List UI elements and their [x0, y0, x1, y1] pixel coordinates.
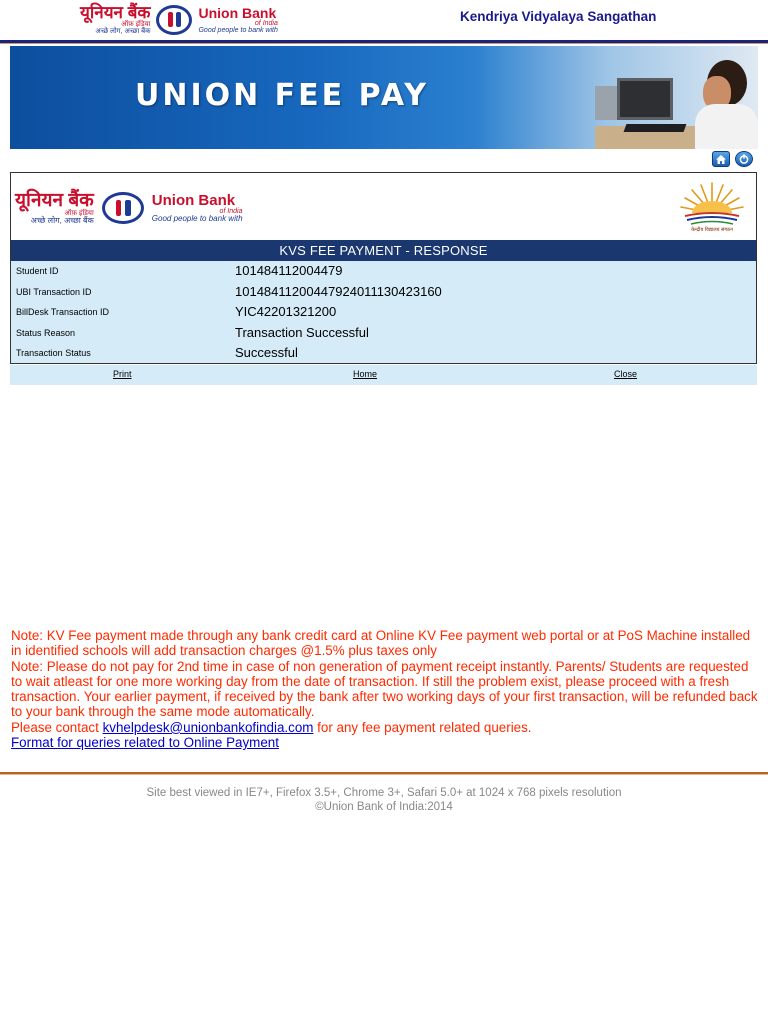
helpdesk-email-link[interactable]: kvhelpdesk@unionbankofindia.com	[102, 719, 314, 735]
notes-section	[11, 628, 761, 750]
format-line	[11, 735, 761, 750]
table-row	[11, 302, 756, 322]
note-credit-card-charges: Note: KV Fee payment made through any bank credit card at Online KV Fee payment web portal or at PoS Machine installed in identified schools will add transaction charges @1.5% plus taxes only	[11, 628, 751, 659]
contact-line	[11, 720, 761, 735]
home-link[interactable]: Home	[353, 369, 378, 379]
banner-photo	[595, 46, 758, 149]
monitor-graphic	[617, 78, 673, 120]
panel-logo-english-sub: of India	[219, 208, 243, 215]
panel-logo-strip	[11, 173, 756, 240]
logo-tagline: Good people to bank with	[198, 26, 278, 34]
table-row	[11, 282, 756, 302]
row-label: Transaction Status	[16, 348, 91, 358]
union-bank-mark-icon	[156, 5, 192, 35]
logo-hindi-tagline: अच्छे लोग, अच्छा बैंक	[95, 28, 151, 35]
table-row	[11, 343, 756, 363]
panel-logo-tagline: Good people to bank with	[151, 214, 243, 223]
panel-logo-hindi-name: यूनियन बैंक	[15, 190, 94, 211]
close-link[interactable]: Close	[614, 369, 638, 379]
row-label: Student ID	[16, 266, 59, 276]
payment-response-panel	[10, 172, 757, 364]
union-fee-pay-banner	[10, 46, 758, 149]
child-body-graphic	[695, 104, 758, 149]
union-bank-logo	[80, 4, 278, 35]
contact-prefix: Please contact	[11, 719, 103, 735]
row-value: Successful	[235, 345, 298, 360]
row-value: 10148411200447924011130423160	[235, 284, 442, 299]
logo-hindi-sub: ऑफ़ इंडिया	[121, 21, 151, 28]
row-value: YIC42201321200	[235, 304, 337, 319]
footer-divider-accent	[0, 774, 768, 775]
copyright: ©Union Bank of India:2014	[315, 801, 453, 813]
header-divider-accent	[0, 43, 768, 44]
panel-logo-english-name: Union Bank	[151, 192, 236, 209]
note-duplicate-payment: Note: Please do not pay for 2nd time in case of non generation of payment receipt instantly. Parents/ Students are requested to wait atleast for one more working day from the date of transaction. If still the problem exist, please proceed with a fresh transaction. Your earlier payment, if received by the bank after two working days of your first transaction, will be refunded back to your bank through the same mode automatically.	[11, 658, 758, 720]
logo-english-sub: of India	[254, 19, 278, 27]
kvs-sun-icon	[677, 179, 747, 227]
row-label: BillDesk Transaction ID	[16, 307, 110, 317]
logo-hindi-name: यूनियन बैंक	[80, 3, 151, 22]
row-label: UBI Transaction ID	[16, 287, 92, 297]
row-value: Transaction Successful	[235, 325, 369, 340]
table-row	[11, 261, 756, 281]
row-value: 101484112004479	[235, 263, 343, 278]
kvs-caption: केन्द्रीय विद्यालय संगठन	[691, 227, 733, 233]
panel-title: KVS FEE PAYMENT - RESPONSE	[11, 240, 756, 261]
keyboard-graphic	[624, 124, 687, 132]
panel-logo-hindi-sub: ऑफ़ इंडिया	[64, 210, 94, 217]
home-icon[interactable]	[712, 151, 730, 167]
org-name: Kendriya Vidyalaya Sangathan	[460, 9, 657, 24]
logout-icon[interactable]	[735, 151, 753, 167]
contact-suffix: for any fee payment related queries.	[313, 719, 532, 735]
query-format-link[interactable]: Format for queries related to Online Payment	[11, 735, 279, 751]
response-table	[11, 261, 756, 363]
panel-logo-hindi-tagline: अच्छे लोग, अच्छा बैंक	[30, 216, 94, 225]
table-row	[11, 323, 756, 343]
print-link[interactable]: Print	[113, 369, 132, 379]
kvs-emblem	[677, 179, 747, 235]
footer	[0, 786, 768, 814]
top-header	[0, 0, 768, 40]
panel-union-bank-logo	[15, 191, 243, 225]
row-label: Status Reason	[16, 328, 76, 338]
action-links-bar	[10, 365, 757, 385]
banner-title: UNION FEE PAY	[135, 78, 429, 113]
logo-english-name: Union Bank	[198, 4, 277, 21]
browser-compatibility-note: Site best viewed in IE7+, Firefox 3.5+, Chrome 3+, Safari 5.0+ at 1024 x 768 pixels resolution	[146, 787, 622, 799]
panel-union-bank-mark-icon	[102, 192, 144, 224]
